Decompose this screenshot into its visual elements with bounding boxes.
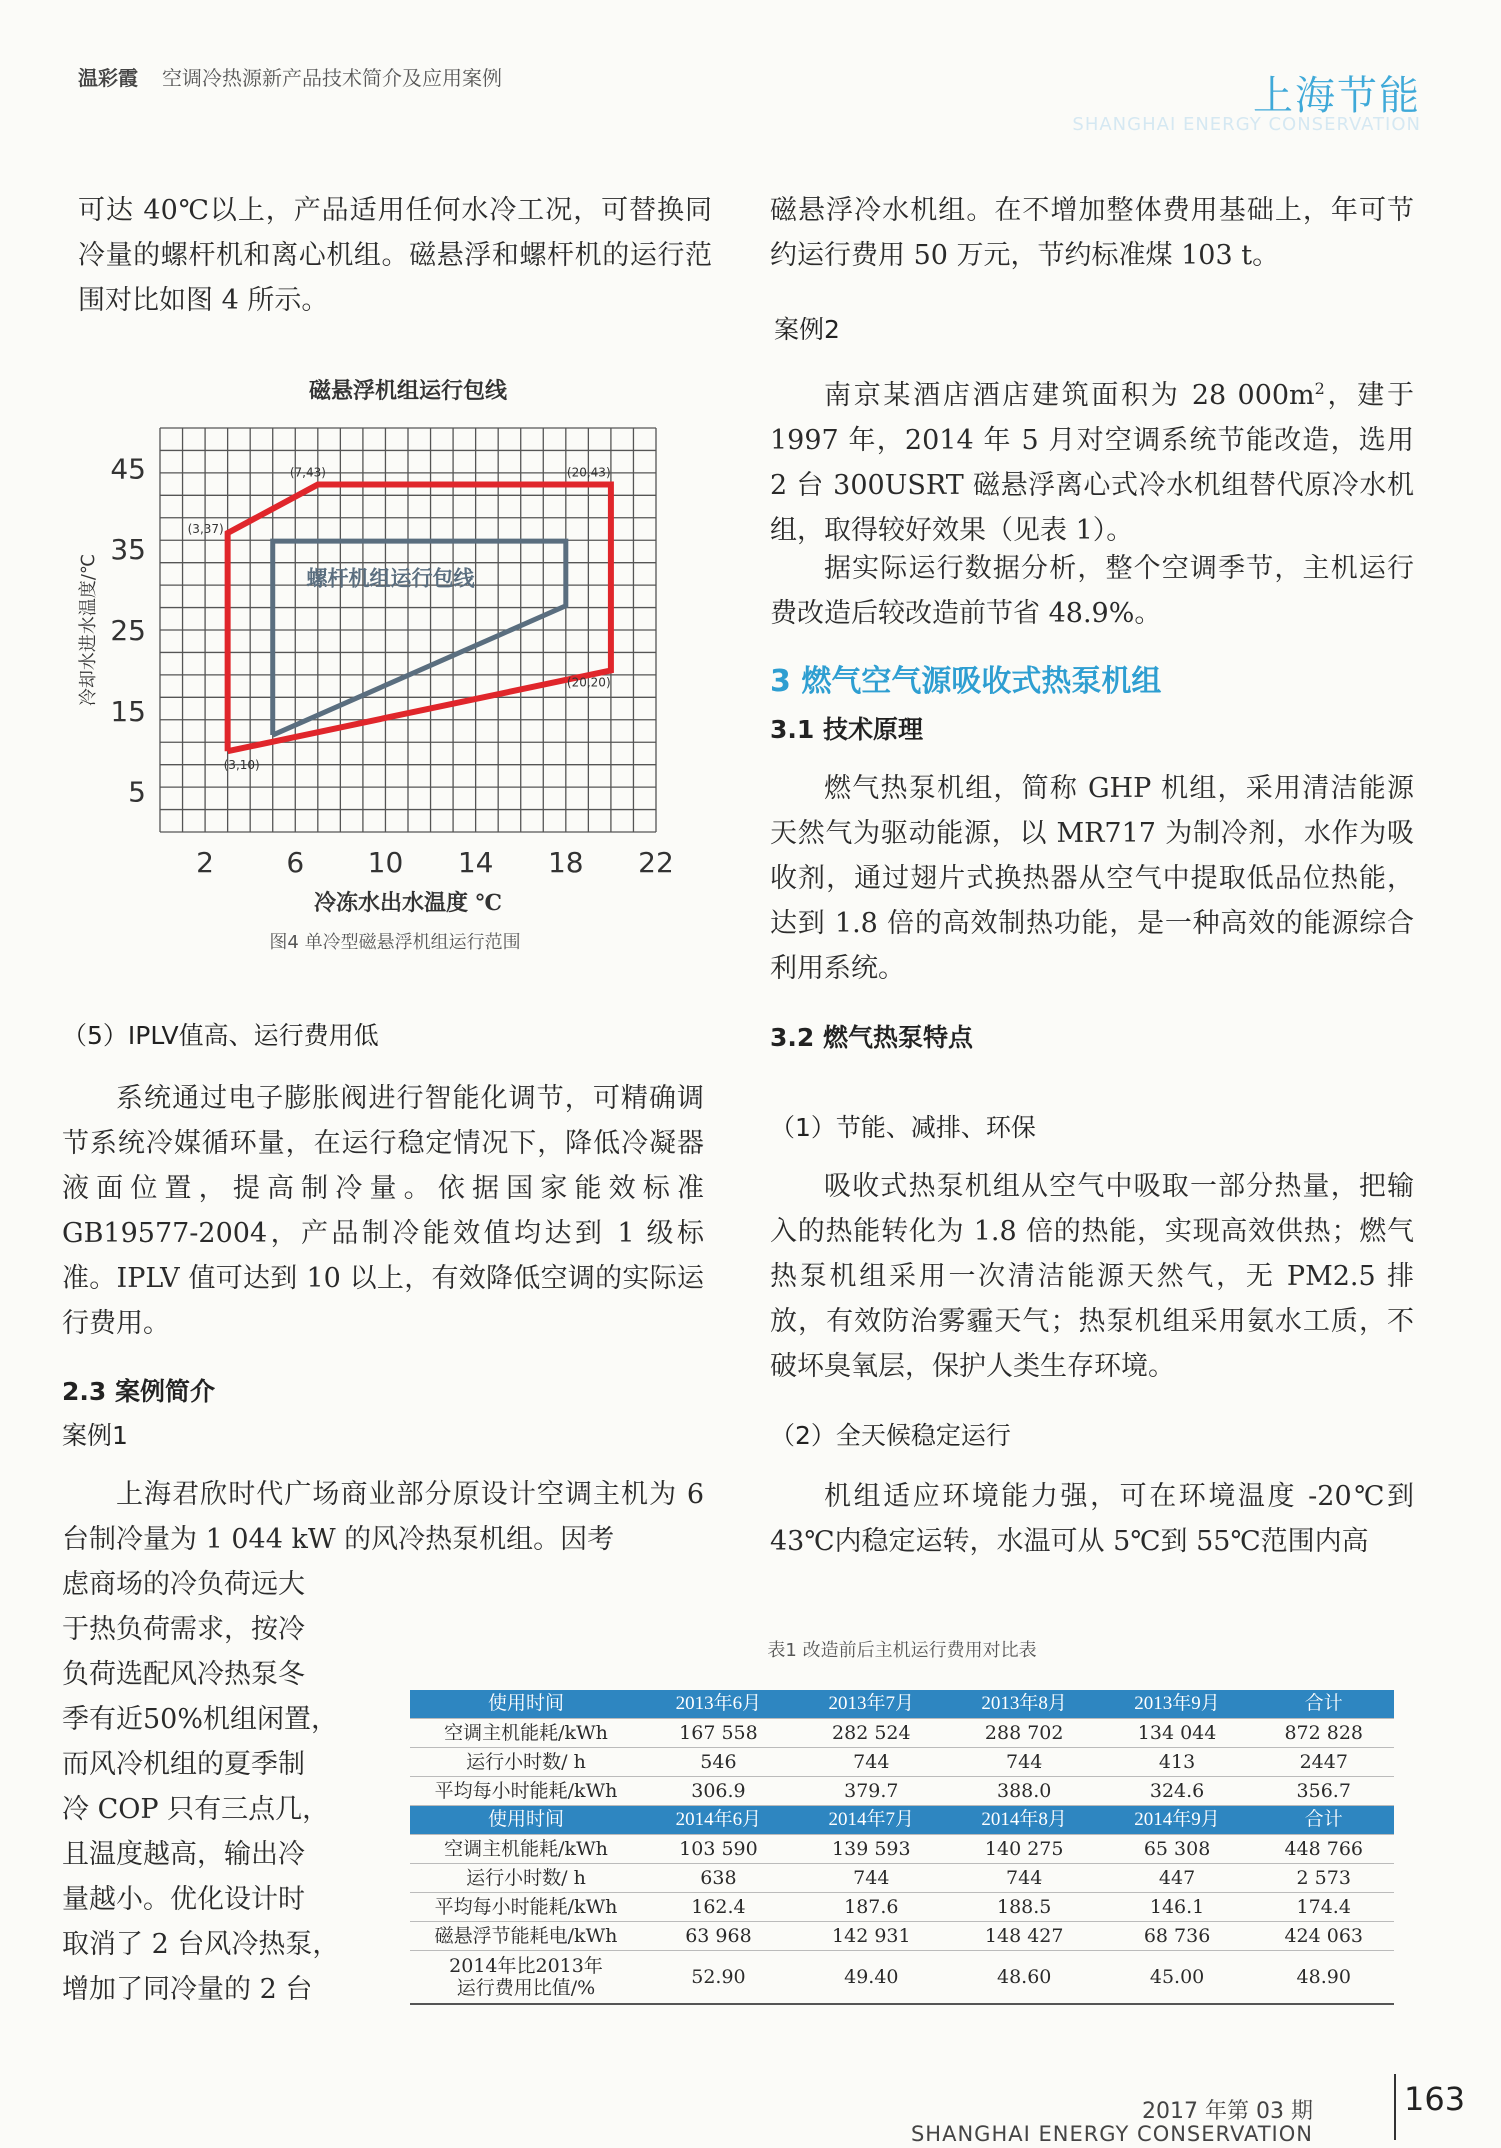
narrow-line: 且温度越高，输出冷	[62, 1839, 305, 1870]
case1-label: 案例1	[62, 1421, 128, 1450]
table-header-row	[410, 1806, 1394, 1835]
table-cell: 49.40	[795, 1951, 948, 2005]
table-row-label: 运行小时数/ h	[410, 1748, 642, 1777]
table-cell: 65 308	[1101, 1835, 1254, 1864]
footer-divider	[1394, 2074, 1396, 2140]
y-tick-label: 5	[128, 775, 146, 809]
heading-3-2: 3.2 燃气热泵特点	[770, 1023, 973, 1052]
point-label: (3,10)	[223, 758, 260, 773]
table-cell: 167 558	[642, 1719, 795, 1748]
narrow-line: 于热负荷需求，按冷	[62, 1614, 305, 1645]
narrow-line: 负荷选配风冷热泵冬	[62, 1659, 305, 1690]
x-tick-label: 10	[367, 846, 404, 879]
point-label: (20,43)	[566, 465, 611, 480]
table-cell: 744	[948, 1748, 1101, 1777]
table-cell: 140 275	[948, 1835, 1101, 1864]
table-cell: 288 702	[948, 1719, 1101, 1748]
section-3-title: 3 燃气空气源吸收式热泵机组	[770, 664, 1162, 699]
left-para-2: 系统通过电子膨胀阀进行智能化调节，可精确调节系统冷媒循环量，在运行稳定情况下，降低冷凝器液面位置，提高制冷量。依据国家能效标准 GB19577-2004，产品制冷能效值均达到 1 级标准。IPLV 值可达到 10 以上，有效降低空调的实际运行费用。	[62, 1083, 704, 1339]
header-article-title: 空调冷热源新产品技术简介及应用案例	[162, 66, 502, 90]
footer-issue: 2017 年第 03 期	[1142, 2099, 1313, 2124]
table-row-label: 2014年比2013年 运行费用比值/%	[410, 1951, 642, 2005]
envelope-chart	[78, 370, 712, 918]
table-cell: 134 044	[1101, 1719, 1254, 1748]
table-row	[410, 1777, 1394, 1806]
table-cell: 744	[948, 1864, 1101, 1893]
right-para-2: 南京某酒店酒店建筑面积为 28 $000m^2$，建于 1997 年，2014 年 5 月对空调系统节能改造，选用 2 台 300USRT 磁悬浮离心式冷水机组替代原冷水机组，取得较好效果（见表 1）。	[770, 379, 1414, 546]
maglev-envelope-line	[228, 485, 611, 752]
table-cell: 2013年9月	[1101, 1690, 1254, 1719]
table-row	[410, 1719, 1394, 1748]
narrow-line: 量越小。优化设计时	[62, 1884, 305, 1915]
table-caption: 表1 改造前后主机运行费用对比表	[767, 1640, 1037, 1661]
narrow-line: 季有近50%机组闲置，	[62, 1704, 339, 1735]
right-para-6: 机组适应环境能力强，可在环境温度 -20℃到 43℃内稳定运转，水温可从 5℃到 55℃范围内高	[770, 1481, 1414, 1557]
left-para-1: 可达 40℃以上，产品适用任何水冷工况，可替换同冷量的螺杆机和离心机组。磁悬浮和螺杆机的运行范围对比如图 4 所示。	[78, 195, 712, 316]
table-row-label: 空调主机能耗/kWh	[410, 1835, 642, 1864]
table-row-label: 空调主机能耗/kWh	[410, 1719, 642, 1748]
header-author: 温彩霞	[78, 66, 138, 90]
table-cell: 2014年7月	[795, 1806, 948, 1835]
table-cell: 379.7	[795, 1777, 948, 1806]
right-para-4: 燃气热泵机组，简称 GHP 机组，采用清洁能源天然气为驱动能源，以 MR717 为制冷剂，水作为吸收剂，通过翅片式换热器从空气中提取低品位热能，达到 1.8 倍的高效制热功能，是一种高效的能源综合利用系统。	[770, 773, 1414, 984]
table-cell: 187.6	[795, 1893, 948, 1922]
x-tick-label: 22	[638, 846, 674, 879]
narrow-line: 增加了同冷量的 2 台	[62, 1974, 313, 2005]
point-label: (3,37)	[187, 522, 224, 537]
table-header-row	[410, 1690, 1394, 1719]
table-row	[410, 1951, 1394, 2005]
case2-label: 案例2	[774, 315, 840, 344]
figure-caption: 图4 单冷型磁悬浮机组运行范围	[269, 932, 521, 953]
table-cell: 合计	[1254, 1690, 1395, 1719]
left-narrow-text	[62, 1562, 362, 2012]
heading-2-3: 2.3 案例简介	[62, 1377, 215, 1406]
header-brand-en: SHANGHAI ENERGY CONSERVATION	[1072, 114, 1421, 135]
table-cell: 2447	[1254, 1748, 1395, 1777]
table-row-label: 平均每小时能耗/kWh	[410, 1893, 642, 1922]
table-cell: 872 828	[1254, 1719, 1395, 1748]
footer-journal: SHANGHAI ENERGY CONSERVATION	[910, 2122, 1313, 2146]
point-label: (7,43)	[289, 465, 326, 480]
table-cell: 52.90	[642, 1951, 795, 2005]
header-brand: 上海节能	[1253, 73, 1421, 119]
table-cell: 48.60	[948, 1951, 1101, 2005]
y-axis-label: 冷却水进水温度/℃	[78, 553, 99, 707]
y-tick-label: 45	[110, 452, 146, 486]
table-cell: 2014年8月	[948, 1806, 1101, 1835]
table-cell: 356.7	[1254, 1777, 1395, 1806]
table-cell: 388.0	[948, 1777, 1101, 1806]
point-label: (20,20)	[566, 675, 611, 690]
table-row	[410, 1922, 1394, 1951]
table-cell: 546	[642, 1748, 795, 1777]
table-cell: 162.4	[642, 1893, 795, 1922]
table-cell: 合计	[1254, 1806, 1395, 1835]
table-row-label: 使用时间	[410, 1690, 642, 1719]
table-cell: 2013年7月	[795, 1690, 948, 1719]
table-row	[410, 1864, 1394, 1893]
table-cell: 48.90	[1254, 1951, 1395, 2005]
table-cell: 413	[1101, 1748, 1254, 1777]
y-tick-label: 25	[110, 614, 146, 647]
heading-5: （5）IPLV值高、运行费用低	[62, 1021, 379, 1050]
table-cell: 424 063	[1254, 1922, 1395, 1951]
x-axis-label: 冷冻水出水温度 ℃	[313, 890, 503, 916]
table-cell: 148 427	[948, 1922, 1101, 1951]
table-cell: 45.00	[1101, 1951, 1254, 2005]
heading-1: （1）节能、减排、环保	[770, 1113, 1036, 1142]
x-tick-label: 6	[286, 846, 305, 879]
x-tick-label: 2	[196, 846, 215, 879]
table-row	[410, 1835, 1394, 1864]
heading-3-1: 3.1 技术原理	[770, 715, 923, 744]
comparison-table-wrap	[410, 1690, 1394, 2005]
table-cell: 146.1	[1101, 1893, 1254, 1922]
table-cell: 2 573	[1254, 1864, 1395, 1893]
table-cell: 174.4	[1254, 1893, 1395, 1922]
table-row-label: 运行小时数/ h	[410, 1864, 642, 1893]
narrow-line: 冷 COP 只有三点几，	[62, 1794, 330, 1825]
y-tick-label: 35	[110, 533, 146, 567]
left-para-3: 上海君欣时代广场商业部分原设计空调主机为 6 台制冷量为 1 044 kW 的风冷热泵机组。因考	[62, 1479, 704, 1555]
table-row	[410, 1748, 1394, 1777]
right-para-5: 吸收式热泵机组从空气中吸取一部分热量，把输入的热能转化为 1.8 倍的热能，实现高效供热；燃气热泵机组采用一次清洁能源天然气，无 PM2.5 排放，有效防治雾霾天气；热泵机组采用氨水工质，不破坏臭氧层，保护人类生存环境。	[770, 1171, 1414, 1382]
table-row-label: 使用时间	[410, 1806, 642, 1835]
table-row-label: 磁悬浮节能耗电/kWh	[410, 1922, 642, 1951]
table-cell: 306.9	[642, 1777, 795, 1806]
heading-2: （2）全天候稳定运行	[770, 1421, 1011, 1450]
comparison-table	[410, 1690, 1394, 2005]
table-cell: 2013年8月	[948, 1690, 1101, 1719]
table-cell: 744	[795, 1748, 948, 1777]
table-cell: 448 766	[1254, 1835, 1395, 1864]
table-cell: 2014年9月	[1101, 1806, 1254, 1835]
table-cell: 744	[795, 1864, 948, 1893]
table-cell: 68 736	[1101, 1922, 1254, 1951]
y-tick-label: 15	[110, 694, 146, 728]
x-tick-label: 14	[457, 846, 494, 879]
table-cell: 139 593	[795, 1835, 948, 1864]
table-cell: 638	[642, 1864, 795, 1893]
table-cell: 103 590	[642, 1835, 795, 1864]
narrow-line: 而风冷机组的夏季制	[62, 1749, 305, 1780]
table-cell: 142 931	[795, 1922, 948, 1951]
page-number: 163	[1404, 2080, 1466, 2118]
chart-title: 磁悬浮机组运行包线	[308, 378, 508, 404]
narrow-line: 虑商场的冷负荷远大	[62, 1569, 305, 1600]
screw-envelope-label: 螺杆机组运行包线	[306, 565, 475, 591]
table-cell: 282 524	[795, 1719, 948, 1748]
table-cell: 447	[1101, 1864, 1254, 1893]
narrow-line: 取消了 2 台风冷热泵，	[62, 1929, 340, 1960]
table-cell: 2014年6月	[642, 1806, 795, 1835]
right-para-3: 据实际运行数据分析，整个空调季节，主机运行费改造后较改造前节省 48.9%。	[770, 553, 1414, 629]
table-cell: 324.6	[1101, 1777, 1254, 1806]
table-row	[410, 1893, 1394, 1922]
table-cell: 188.5	[948, 1893, 1101, 1922]
right-para-1: 磁悬浮冷水机组。在不增加整体费用基础上，年可节约运行费用 50 万元，节约标准煤 103 t。	[770, 195, 1414, 271]
table-row-label: 平均每小时能耗/kWh	[410, 1777, 642, 1806]
table-cell: 2013年6月	[642, 1690, 795, 1719]
table-cell: 63 968	[642, 1922, 795, 1951]
x-tick-label: 18	[547, 846, 584, 879]
